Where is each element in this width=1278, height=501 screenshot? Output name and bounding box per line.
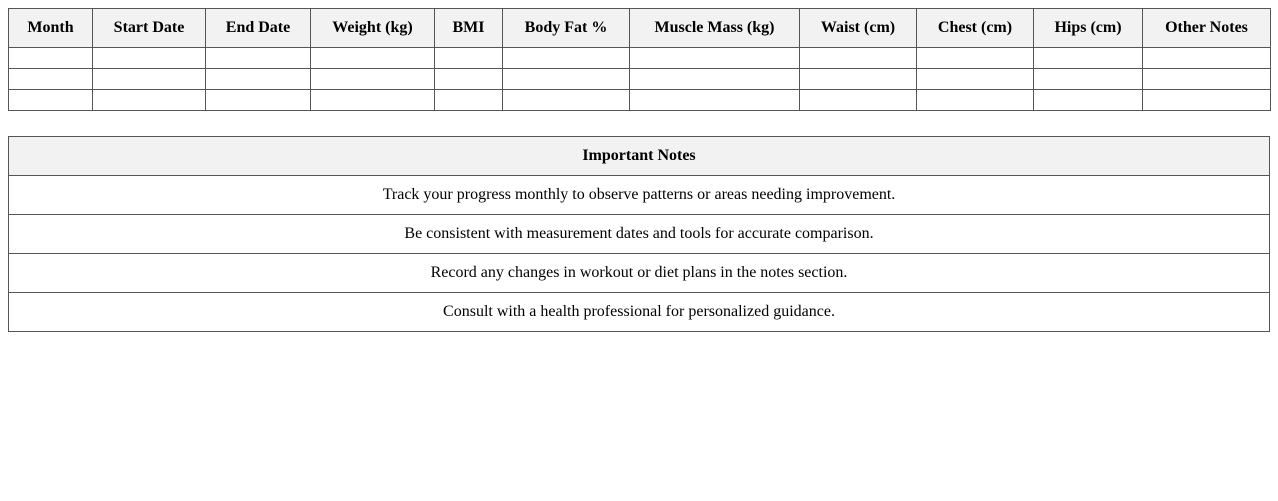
table-cell[interactable] — [1034, 48, 1143, 69]
table-cell[interactable] — [206, 69, 311, 90]
note-text: Track your progress monthly to observe patterns or areas needing improvement. — [9, 176, 1270, 215]
table-cell[interactable] — [800, 90, 917, 111]
list-item — [9, 176, 1270, 215]
header-other-notes: Other Notes — [1143, 9, 1271, 48]
table-cell[interactable] — [311, 69, 435, 90]
table-row — [9, 69, 1271, 90]
note-text: Be consistent with measurement dates and tools for accurate comparison. — [9, 215, 1270, 254]
table-cell[interactable] — [1143, 48, 1271, 69]
tracker-header-row — [9, 9, 1271, 48]
table-cell[interactable] — [435, 48, 503, 69]
table-cell[interactable] — [800, 69, 917, 90]
important-notes-table — [8, 136, 1270, 332]
table-cell[interactable] — [206, 48, 311, 69]
table-cell[interactable] — [206, 90, 311, 111]
header-weight: Weight (kg) — [311, 9, 435, 48]
table-cell[interactable] — [800, 48, 917, 69]
table-cell[interactable] — [1143, 69, 1271, 90]
table-cell[interactable] — [93, 69, 206, 90]
table-cell[interactable] — [435, 69, 503, 90]
table-cell[interactable] — [1034, 69, 1143, 90]
header-hips: Hips (cm) — [1034, 9, 1143, 48]
header-end-date: End Date — [206, 9, 311, 48]
table-cell[interactable] — [311, 48, 435, 69]
header-waist: Waist (cm) — [800, 9, 917, 48]
table-cell[interactable] — [9, 90, 93, 111]
header-start-date: Start Date — [93, 9, 206, 48]
table-cell[interactable] — [917, 90, 1034, 111]
table-cell[interactable] — [1034, 90, 1143, 111]
table-cell[interactable] — [630, 48, 800, 69]
table-cell[interactable] — [917, 69, 1034, 90]
table-cell[interactable] — [917, 48, 1034, 69]
header-body-fat: Body Fat % — [503, 9, 630, 48]
table-cell[interactable] — [503, 90, 630, 111]
table-cell[interactable] — [9, 48, 93, 69]
list-item — [9, 254, 1270, 293]
header-month: Month — [9, 9, 93, 48]
progress-tracker-table — [8, 8, 1271, 111]
notes-header-row — [9, 137, 1270, 176]
note-text: Record any changes in workout or diet plans in the notes section. — [9, 254, 1270, 293]
table-row — [9, 48, 1271, 69]
table-cell[interactable] — [435, 90, 503, 111]
header-bmi: BMI — [435, 9, 503, 48]
list-item — [9, 215, 1270, 254]
table-cell[interactable] — [93, 90, 206, 111]
table-cell[interactable] — [630, 90, 800, 111]
table-cell[interactable] — [311, 90, 435, 111]
header-chest: Chest (cm) — [917, 9, 1034, 48]
notes-title: Important Notes — [9, 137, 1270, 176]
table-cell[interactable] — [1143, 90, 1271, 111]
table-cell[interactable] — [503, 48, 630, 69]
table-cell[interactable] — [9, 69, 93, 90]
table-row — [9, 90, 1271, 111]
header-muscle-mass: Muscle Mass (kg) — [630, 9, 800, 48]
table-cell[interactable] — [93, 48, 206, 69]
table-cell[interactable] — [630, 69, 800, 90]
table-cell[interactable] — [503, 69, 630, 90]
page-content — [8, 8, 1270, 332]
list-item — [9, 293, 1270, 332]
note-text: Consult with a health professional for personalized guidance. — [9, 293, 1270, 332]
